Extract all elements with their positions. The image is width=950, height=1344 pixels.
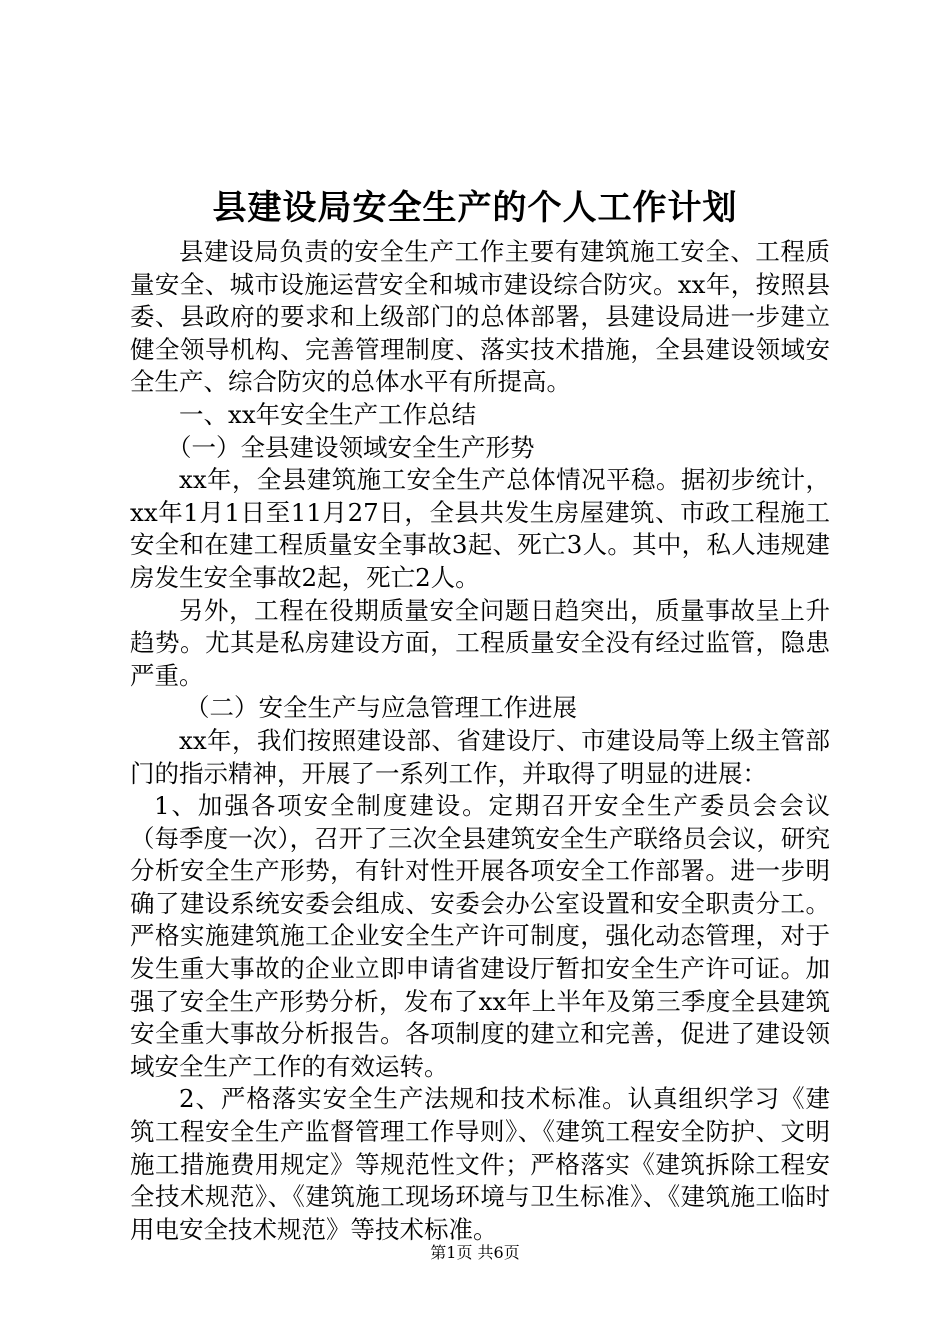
section-heading-1: 一、xx年安全生产工作总结 (179, 399, 477, 429)
intro-paragraph: 县建设局负责的安全生产工作主要有建筑施工安全、工程质量安全、城市设施运营安全和城市建设综合防灾。xx年，按照县委、县政府的要求和上级部门的总体部署，县建设局进一步建立健全领导机构、完善管理制度、落实技术措施，全县建设领域安全生产、综合防灾的总体水平有所提高。 (130, 237, 830, 397)
page-footer: 第1页 共6页 (430, 1243, 520, 1262)
document-title: 县建设局安全生产的个人工作计划 (212, 188, 738, 228)
document-body (130, 236, 830, 1246)
paragraph-additional: 另外，工程在役期质量安全问题日趋突出，质量事故呈上升趋势。尤其是私房建设方面，工程质量安全没有经过监管，隐患严重。 (130, 595, 830, 690)
list-item-1: 1、加强各项安全制度建设。定期召开安全生产委员会会议（每季度一次），召开了三次全县建筑安全生产联络员会议，研究分析安全生产形势，有针对性开展各项安全工作部署。进一步明确了建设系统安委会组成、安委会办公室设置和安全职责分工。严格实施建筑施工企业安全生产许可制度，强化动态管理，对于发生重大事故的企业立即申请省建设厅暂扣安全生产许可证。加强了安全生产形势分析，发布了xx年上半年及第三季度全县建筑安全重大事故分析报告。各项制度的建立和完善，促进了建设领域安全生产工作的有效运转。 (130, 791, 830, 1081)
paragraph-progress: xx年，我们按照建设部、省建设厅、市建设局等上级主管部门的指示精神，开展了一系列工作，并取得了明显的进展： (130, 725, 830, 788)
subsection-heading-1: （一）全县建设领域安全生产形势 (167, 432, 535, 462)
subsection-heading-2: （二）安全生产与应急管理工作进展 (185, 693, 577, 723)
list-item-2: 2、严格落实安全生产法规和技术标准。认真组织学习《建筑工程安全生产监督管理工作导则》、《建筑工程安全防护、文明施工措施费用规定》等规范性文件；严格落实《建筑拆除工程安全技术规范》、《建筑施工现场环境与卫生标准》、《建筑施工临时用电安全技术规范》等技术标准。 (130, 1084, 830, 1244)
paragraph-situation: xx年，全县建筑施工安全生产总体情况平稳。据初步统计，xx年1月1日至11月27日，全县共发生房屋建筑、市政工程施工安全和在建工程质量安全事故3起、死亡3人。其中，私人违规建房发生安全事故2起，死亡2人。 (130, 465, 830, 592)
